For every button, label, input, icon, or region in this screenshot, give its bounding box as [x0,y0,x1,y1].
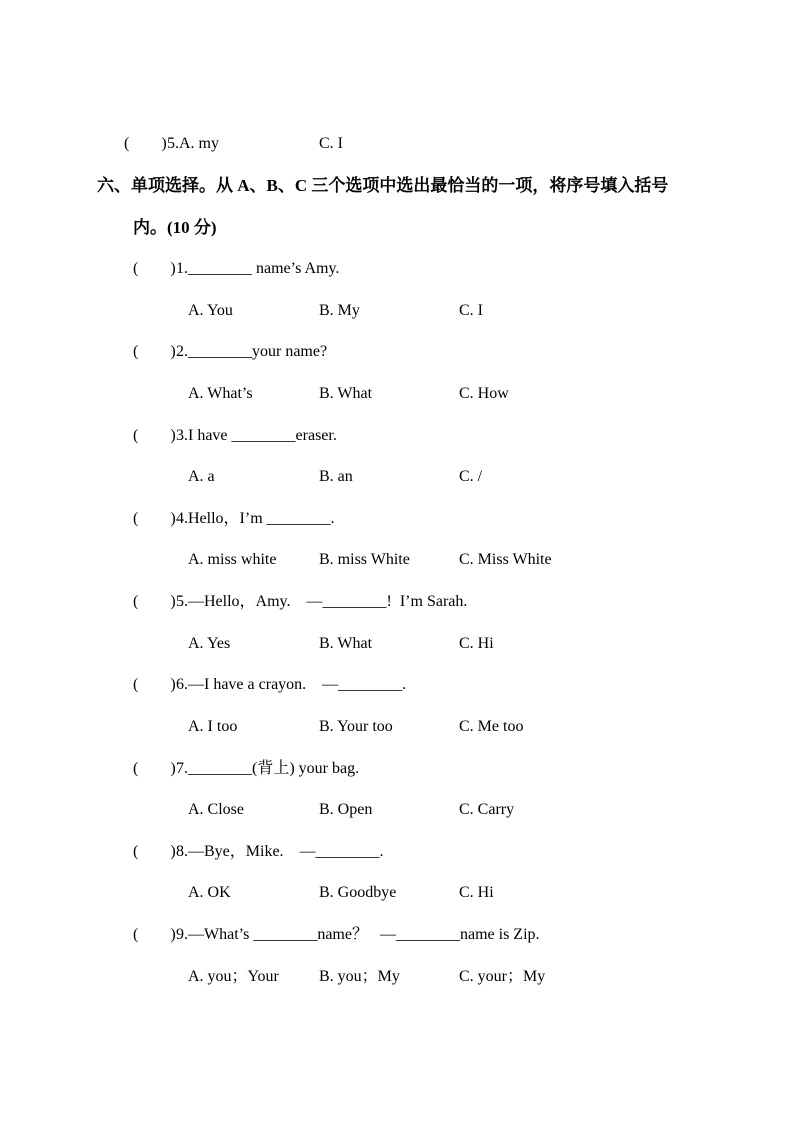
section-heading: 六、单项选择。从 A、B、C 三个选项中选出最恰当的一项，将序号填入括号 [97,176,669,195]
answer-bracket[interactable]: ( ) [124,135,167,152]
option-b: C. I [319,135,343,152]
section-heading-continued: 内。(10 分) [133,218,217,237]
question-stem: 5.A. my [167,135,219,152]
question-stem: 8.—Bye，Mike. —________. [176,843,384,860]
question-stem: 2.________your name? [176,343,328,360]
option-c: C. Hi [459,635,494,652]
option-b: B. Open [319,801,373,818]
option-a: A. You [188,302,233,319]
question-stem: 3.I have ________eraser. [176,427,337,444]
option-a: A. What’s [188,385,253,402]
answer-bracket[interactable]: ( ) [133,760,176,777]
question-stem: 1.________ name’s Amy. [176,260,340,277]
option-b: B. Your too [319,718,393,735]
option-a: A. miss white [188,551,277,568]
option-a: A. a [188,468,215,485]
option-b: B. What [319,635,373,652]
option-a: A. Yes [188,635,231,652]
option-a: A. you；Your [188,968,279,985]
question-stem: 9.—What’s ________name？ —________name is Zip. [176,926,540,943]
option-b: B. you；My [319,968,400,985]
option-c: C. Hi [459,884,494,901]
option-c: C. Me too [459,718,524,735]
answer-bracket[interactable]: ( ) [133,343,176,360]
option-b: B. What [319,385,373,402]
option-b: B. Goodbye [319,884,397,901]
answer-bracket[interactable]: ( ) [133,843,176,860]
answer-bracket[interactable]: ( ) [133,676,176,693]
option-a: A. I too [188,718,238,735]
option-c: C. I [459,302,483,319]
option-b: B. My [319,302,360,319]
option-c: C. How [459,385,509,402]
option-a: A. Close [188,801,244,818]
question-stem: 6.—I have a crayon. —________. [176,676,407,693]
option-c: C. Carry [459,801,515,818]
option-c: C. Miss White [459,551,552,568]
question-stem: 5.—Hello，Amy. —________! I’m Sarah. [176,593,468,610]
question-stem: 7.________(背上) your bag. [176,760,360,777]
option-c: C. your；My [459,968,546,985]
question-stem: 4.Hello，I’m ________. [176,510,335,527]
answer-bracket[interactable]: ( ) [133,427,176,444]
answer-bracket[interactable]: ( ) [133,593,176,610]
answer-bracket[interactable]: ( ) [133,926,176,943]
option-b: B. miss White [319,551,410,568]
option-c: C. / [459,468,483,485]
answer-bracket[interactable]: ( ) [133,260,176,277]
answer-bracket[interactable]: ( ) [133,510,176,527]
option-a: A. OK [188,884,231,901]
option-b: B. an [319,468,353,485]
